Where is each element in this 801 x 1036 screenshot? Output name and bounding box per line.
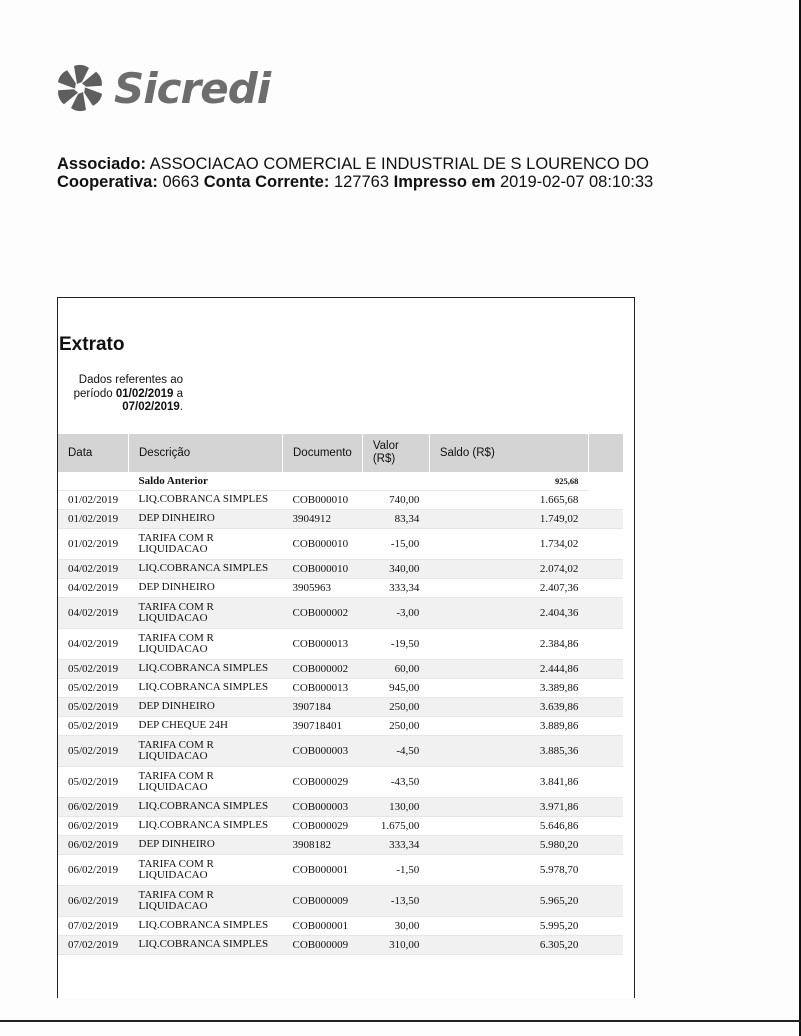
saldo-anterior-value: 925,68 xyxy=(429,472,588,491)
table-row xyxy=(58,579,623,598)
table-row xyxy=(58,510,623,529)
row-saldo: 5.965,20 xyxy=(429,886,588,917)
header-spacer xyxy=(588,434,623,472)
table-row xyxy=(58,917,623,936)
period-mid: a xyxy=(176,387,183,400)
row-date: 05/02/2019 xyxy=(58,679,129,698)
table-row xyxy=(58,629,623,660)
row-valor: -43,50 xyxy=(362,767,429,798)
row-valor: 60,00 xyxy=(362,660,429,679)
row-document: COB000010 xyxy=(283,491,363,510)
row-description: DEP DINHEIRO xyxy=(129,510,283,529)
row-document: 3905963 xyxy=(283,579,363,598)
table-row xyxy=(58,717,623,736)
row-description: TARIFA COM R LIQUIDACAO xyxy=(129,598,283,629)
row-saldo: 3.971,86 xyxy=(429,798,588,817)
saldo-anterior-label: Saldo Anterior xyxy=(129,472,283,491)
row-saldo: 5.646,86 xyxy=(429,817,588,836)
row-document: COB000029 xyxy=(283,767,363,798)
row-saldo: 2.444,86 xyxy=(429,660,588,679)
row-valor: 340,00 xyxy=(362,560,429,579)
sicredi-logo-icon xyxy=(54,62,106,114)
header-valor: Valor (R$) xyxy=(362,434,429,472)
row-description: LIQ.COBRANCA SIMPLES xyxy=(129,917,283,936)
impresso-value: 2019-02-07 08:10:33 xyxy=(500,173,654,191)
row-saldo: 1.749,02 xyxy=(429,510,588,529)
row-document: COB000009 xyxy=(283,936,363,955)
row-document: 3904912 xyxy=(283,510,363,529)
row-date: 06/02/2019 xyxy=(58,855,129,886)
row-valor: 945,00 xyxy=(362,679,429,698)
row-document: 3908182 xyxy=(283,836,363,855)
row-valor: -19,50 xyxy=(362,629,429,660)
row-description: DEP DINHEIRO xyxy=(129,698,283,717)
header-descricao: Descrição xyxy=(129,434,283,472)
impresso-label: Impresso em xyxy=(393,173,496,191)
row-saldo: 3.389,86 xyxy=(429,679,588,698)
row-document: COB000002 xyxy=(283,660,363,679)
header-saldo: Saldo (R$) xyxy=(429,434,588,472)
row-description: LIQ.COBRANCA SIMPLES xyxy=(129,798,283,817)
row-date: 01/02/2019 xyxy=(58,491,129,510)
footer-divider xyxy=(0,1020,801,1022)
row-description: TARIFA COM R LIQUIDACAO xyxy=(129,736,283,767)
row-date: 04/02/2019 xyxy=(58,579,129,598)
row-valor: 740,00 xyxy=(362,491,429,510)
table-row xyxy=(58,886,623,917)
table-row xyxy=(58,491,623,510)
statement-panel xyxy=(57,297,635,998)
header-documento: Documento xyxy=(283,434,363,472)
row-saldo: 1.734,02 xyxy=(429,529,588,560)
row-date: 06/02/2019 xyxy=(58,798,129,817)
row-date: 04/02/2019 xyxy=(58,598,129,629)
row-valor: -13,50 xyxy=(362,886,429,917)
account-header xyxy=(57,155,653,191)
row-document: 3907184 xyxy=(283,698,363,717)
table-row xyxy=(58,660,623,679)
row-date: 06/02/2019 xyxy=(58,886,129,917)
row-date: 01/02/2019 xyxy=(58,510,129,529)
row-valor: 1.675,00 xyxy=(362,817,429,836)
row-saldo: 5.978,70 xyxy=(429,855,588,886)
table-row xyxy=(58,817,623,836)
statement-title: Extrato xyxy=(59,334,125,355)
row-description: LIQ.COBRANCA SIMPLES xyxy=(129,936,283,955)
row-saldo: 3.841,86 xyxy=(429,767,588,798)
brand-name: Sicredi xyxy=(114,63,271,113)
conta-value: 127763 xyxy=(333,173,390,191)
table-row xyxy=(58,679,623,698)
row-valor: -3,00 xyxy=(362,598,429,629)
period-description xyxy=(68,374,183,415)
row-document: COB000001 xyxy=(283,855,363,886)
row-valor: -4,50 xyxy=(362,736,429,767)
table-row xyxy=(58,855,623,886)
row-description: DEP DINHEIRO xyxy=(129,579,283,598)
row-date: 05/02/2019 xyxy=(58,736,129,767)
period-suffix: . xyxy=(179,401,183,413)
row-valor: -15,00 xyxy=(362,529,429,560)
period-start: 01/02/2019 xyxy=(115,387,174,400)
cooperativa-label: Cooperativa: xyxy=(57,173,158,191)
row-description: TARIFA COM R LIQUIDACAO xyxy=(129,855,283,886)
row-description: DEP DINHEIRO xyxy=(129,836,283,855)
table-header-row xyxy=(58,434,623,472)
row-description: DEP CHEQUE 24H xyxy=(129,717,283,736)
row-date: 04/02/2019 xyxy=(58,629,129,660)
row-document: COB000003 xyxy=(283,798,363,817)
row-date: 07/02/2019 xyxy=(58,936,129,955)
row-saldo: 2.074,02 xyxy=(429,560,588,579)
row-saldo: 2.407,36 xyxy=(429,579,588,598)
header-data: Data xyxy=(58,434,129,472)
row-document: COB000002 xyxy=(283,598,363,629)
row-description: LIQ.COBRANCA SIMPLES xyxy=(129,660,283,679)
row-valor: 250,00 xyxy=(362,698,429,717)
cooperativa-value: 0663 xyxy=(162,173,200,191)
row-valor: 30,00 xyxy=(362,917,429,936)
row-date: 01/02/2019 xyxy=(58,529,129,560)
row-valor: 130,00 xyxy=(362,798,429,817)
table-row xyxy=(58,736,623,767)
row-description: LIQ.COBRANCA SIMPLES xyxy=(129,679,283,698)
table-row xyxy=(58,529,623,560)
table-row xyxy=(58,698,623,717)
row-saldo: 6.305,20 xyxy=(429,936,588,955)
row-valor: 333,34 xyxy=(362,579,429,598)
row-description: LIQ.COBRANCA SIMPLES xyxy=(129,491,283,510)
sicredi-logo xyxy=(54,62,270,114)
row-document: COB000010 xyxy=(283,560,363,579)
row-valor: -1,50 xyxy=(362,855,429,886)
row-date: 05/02/2019 xyxy=(58,698,129,717)
row-document: COB000010 xyxy=(283,529,363,560)
row-date: 04/02/2019 xyxy=(58,560,129,579)
row-document: COB000013 xyxy=(283,679,363,698)
row-saldo: 3.639,86 xyxy=(429,698,588,717)
period-prefix: Dados referentes ao período xyxy=(73,374,183,400)
saldo-anterior-row xyxy=(58,472,623,491)
conta-label: Conta Corrente: xyxy=(203,173,330,191)
row-valor: 310,00 xyxy=(362,936,429,955)
row-saldo: 1.665,68 xyxy=(429,491,588,510)
row-valor: 333,34 xyxy=(362,836,429,855)
row-description: TARIFA COM R LIQUIDACAO xyxy=(129,767,283,798)
row-valor: 250,00 xyxy=(362,717,429,736)
table-row xyxy=(58,798,623,817)
row-date: 05/02/2019 xyxy=(58,717,129,736)
row-saldo: 3.885,36 xyxy=(429,736,588,767)
row-saldo: 5.995,20 xyxy=(429,917,588,936)
row-date: 05/02/2019 xyxy=(58,660,129,679)
row-date: 07/02/2019 xyxy=(58,917,129,936)
row-document: COB000001 xyxy=(283,917,363,936)
account-details-line xyxy=(57,173,653,191)
row-date: 06/02/2019 xyxy=(58,817,129,836)
row-document: 390718401 xyxy=(283,717,363,736)
associado-line xyxy=(57,155,653,173)
row-saldo: 3.889,86 xyxy=(429,717,588,736)
table-row xyxy=(58,767,623,798)
row-document: COB000013 xyxy=(283,629,363,660)
table-row xyxy=(58,598,623,629)
row-date: 06/02/2019 xyxy=(58,836,129,855)
row-description: LIQ.COBRANCA SIMPLES xyxy=(129,817,283,836)
period-end: 07/02/2019 xyxy=(122,401,180,413)
row-document: COB000029 xyxy=(283,817,363,836)
table-row xyxy=(58,936,623,955)
associado-value: ASSOCIACAO COMERCIAL E INDUSTRIAL DE S LOURENCO DO xyxy=(149,155,649,173)
row-date: 05/02/2019 xyxy=(58,767,129,798)
table-row xyxy=(58,836,623,855)
row-description: TARIFA COM R LIQUIDACAO xyxy=(129,886,283,917)
table-row xyxy=(58,560,623,579)
row-saldo: 5.980,20 xyxy=(429,836,588,855)
associado-label: Associado: xyxy=(57,155,146,173)
row-saldo: 2.404,36 xyxy=(429,598,588,629)
row-description: TARIFA COM R LIQUIDACAO xyxy=(129,529,283,560)
row-description: LIQ.COBRANCA SIMPLES xyxy=(129,560,283,579)
row-valor: 83,34 xyxy=(362,510,429,529)
row-document: COB000003 xyxy=(283,736,363,767)
row-description: TARIFA COM R LIQUIDACAO xyxy=(129,629,283,660)
transactions-table xyxy=(58,434,624,955)
row-document: COB000009 xyxy=(283,886,363,917)
row-saldo: 2.384,86 xyxy=(429,629,588,660)
